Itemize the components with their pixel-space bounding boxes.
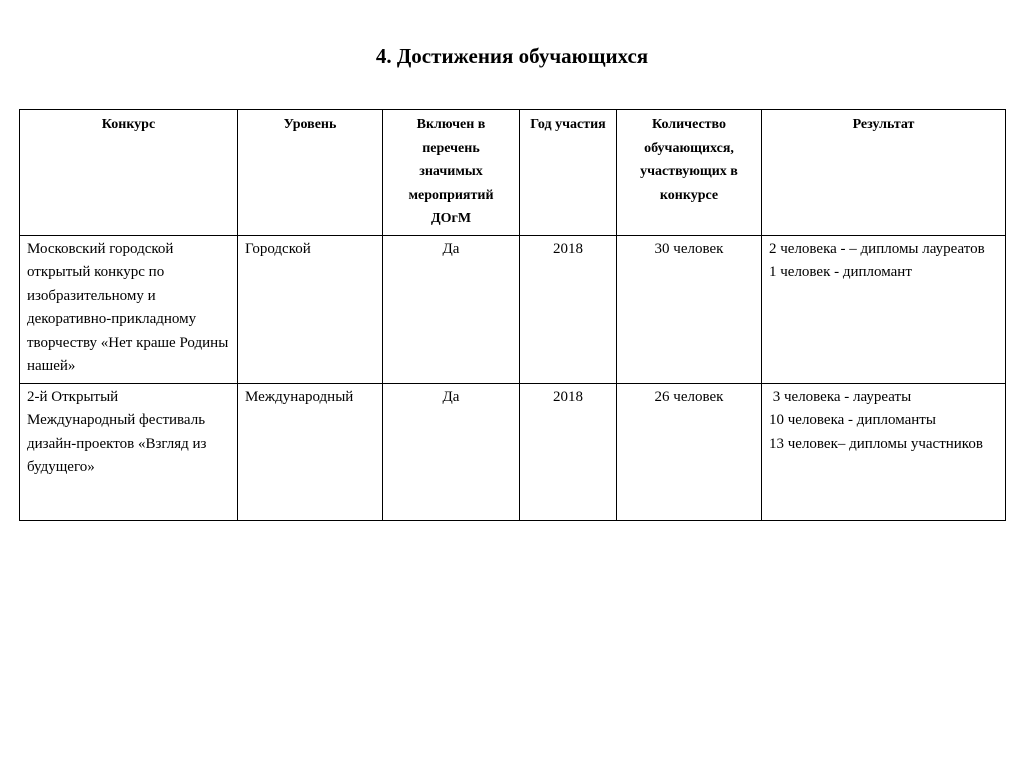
cell-count: 30 человек <box>617 235 762 383</box>
cell-included: Да <box>383 235 520 383</box>
header-result: Результат <box>762 110 1006 236</box>
result-line: 3 человека - лауреаты <box>769 388 912 405</box>
table-header-row <box>20 110 1006 236</box>
cell-result <box>762 235 1006 383</box>
result-line: 13 человек– дипломы участников <box>769 435 983 452</box>
header-year: Год участия <box>520 110 617 236</box>
header-count: Количество обучающихся, участвующих в конкурсе <box>617 110 762 236</box>
cell-year: 2018 <box>520 235 617 383</box>
page-title: 4. Достижения обучающихся <box>375 44 649 68</box>
result-line: 2 человека - – дипломы лауреатов <box>769 240 985 257</box>
result-line: 1 человек - дипломант <box>769 264 912 280</box>
cell-contest: 2-й Открытый Международный фестиваль дизайн-проектов «Взгляд из будущего» <box>20 383 238 520</box>
cell-contest: Московский городской открытый конкурс по изобразительному и декоративно-прикладному творчеству «Нет краше Родины нашей» <box>20 235 238 383</box>
cell-level: Международный <box>238 383 383 520</box>
result-line: 10 человека - дипломанты <box>769 412 936 428</box>
cell-count: 26 человек <box>617 383 762 520</box>
cell-year: 2018 <box>520 383 617 520</box>
header-level: Уровень <box>238 110 383 236</box>
achievements-table <box>19 109 1006 521</box>
cell-level: Городской <box>238 235 383 383</box>
header-included: Включен в перечень значимых мероприятий ДОгМ <box>383 110 520 236</box>
cell-included: Да <box>383 383 520 520</box>
table-row <box>20 235 1006 383</box>
table-row <box>20 383 1006 520</box>
cell-result <box>762 383 1006 520</box>
header-contest: Конкурс <box>20 110 238 236</box>
